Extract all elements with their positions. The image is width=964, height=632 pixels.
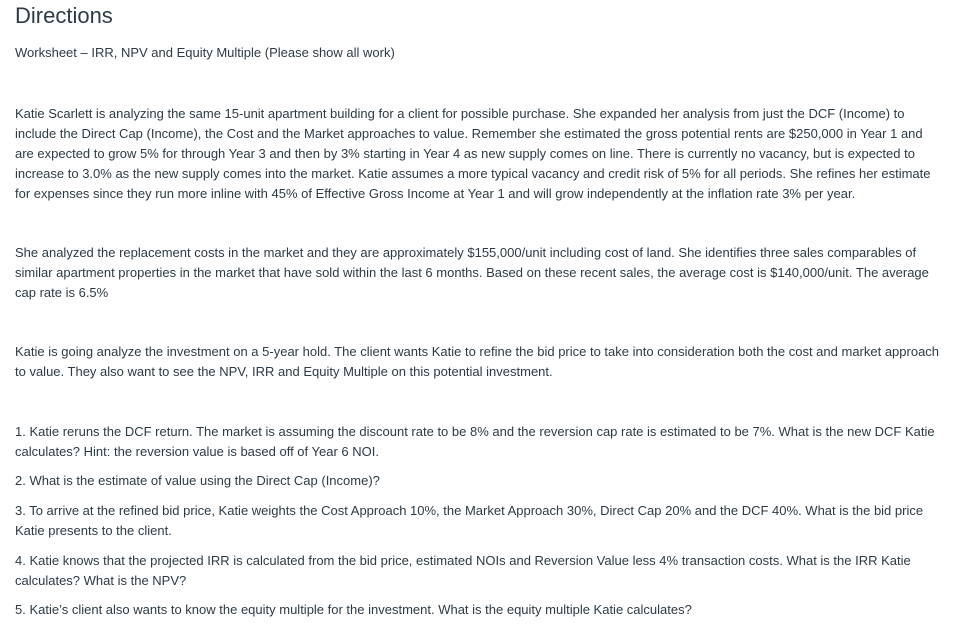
question-2: 2. What is the estimate of value using the Direct Cap (Income)? bbox=[15, 473, 380, 488]
intro-paragraph: Katie Scarlett is analyzing the same 15-unit apartment building for a client for possible purchase. She expanded her analysis from just the DCF (Income) to include the Direct Cap (Income), the Cost and the Market approaches to value. Remember she estimated the gross potential rents are $250,000 in Year 1 and are expected to grow 5% for through Year 3 and then by 3% starting in Year 4 as new supply comes on line. There is currently no vacancy, but is expected to increase to 3.0% as the new supply comes into the market. Katie assumes a more typical vacancy and credit risk of 5% for all periods. She refines her estimate for expenses since they run more inline with 45% of Effective Gross Income at Year 1 and will grow independently at the inflation rate 3% per year. bbox=[15, 106, 931, 201]
page-title: Directions bbox=[15, 3, 113, 28]
worksheet-subtitle: Worksheet – IRR, NPV and Equity Multiple (Please show all work) bbox=[15, 45, 395, 60]
question-1: 1. Katie reruns the DCF return. The market is assuming the discount rate to be 8% and the reversion cap rate is estimated to be 7%. What is the new DCF Katie calculates? Hint: the reversion value is based off of Year 6 NOI. bbox=[15, 424, 935, 459]
costs-paragraph: She analyzed the replacement costs in the market and they are approximately $155,000/unit including cost of land. She identifies three sales comparables of similar apartment properties in the market that have sold within the last 6 months. Based on these recent sales, the average cost is $140,000/unit. The average cap rate is 6.5% bbox=[15, 245, 929, 300]
question-3: 3. To arrive at the refined bid price, Katie weights the Cost Approach 10%, the Market Approach 30%, Direct Cap 20% and the DCF 40%. What is the bid price Katie presents to the client. bbox=[15, 503, 924, 538]
question-5: 5. Katie’s client also wants to know the equity multiple for the investment. What is the equity multiple Katie calculates? bbox=[15, 602, 692, 617]
hold-paragraph: Katie is going analyze the investment on a 5-year hold. The client wants Katie to refine the bid price to take into consideration both the cost and market approach to value. They also want to see the NPV, IRR and Equity Multiple on this potential investment. bbox=[15, 344, 940, 379]
question-4: 4. Katie knows that the projected IRR is calculated from the bid price, estimated NOIs and Reversion Value less 4% transaction costs. What is the IRR Katie calculates? What is the NPV? bbox=[15, 553, 911, 588]
